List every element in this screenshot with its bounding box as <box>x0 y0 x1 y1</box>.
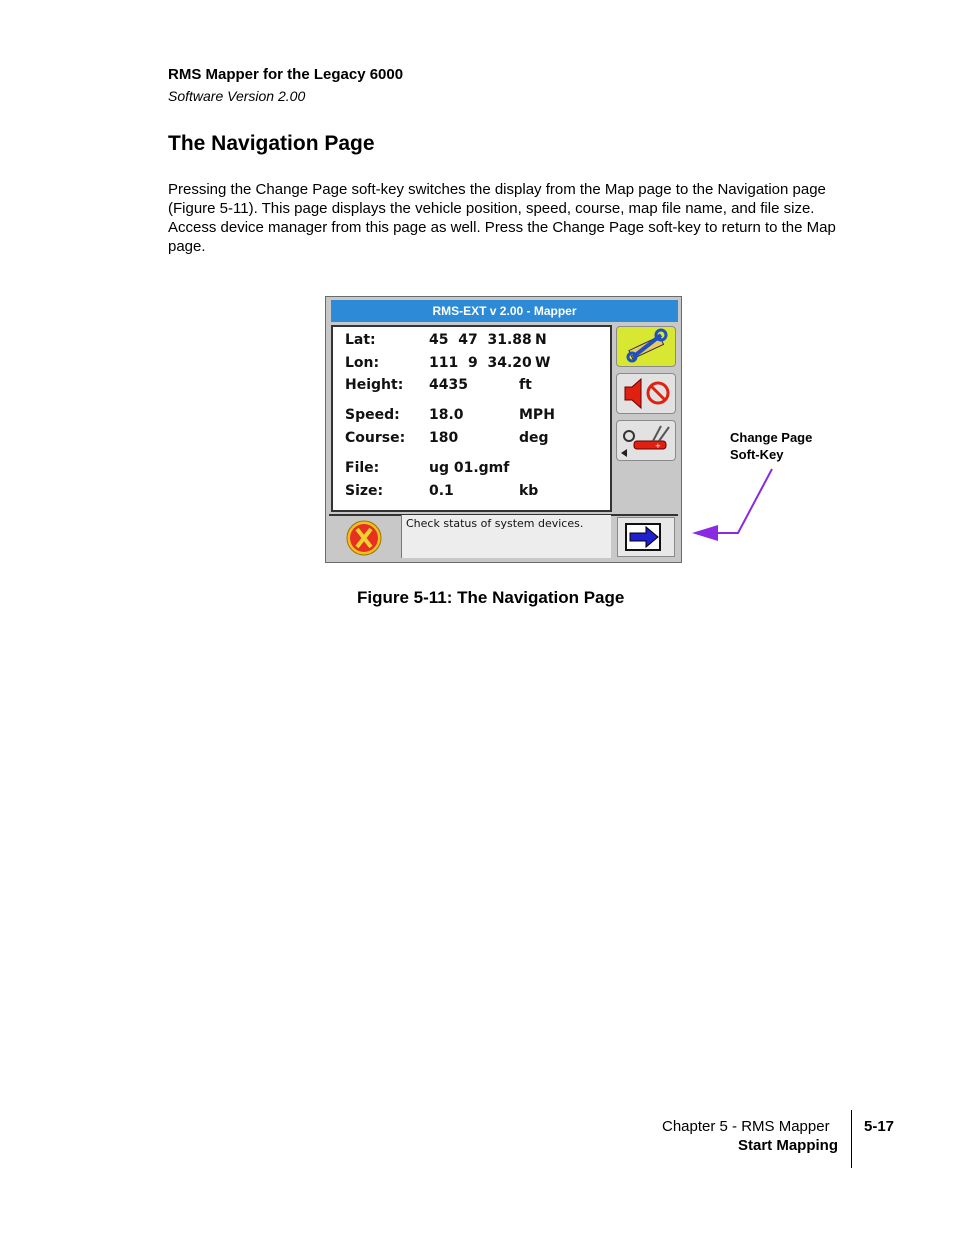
row-label: Height: <box>345 377 404 393</box>
row-label: Course: <box>345 430 406 446</box>
row-value: 18.0 <box>429 407 464 423</box>
change-page-callout <box>730 429 812 463</box>
row-unit: MPH <box>519 407 555 423</box>
section-heading: The Navigation Page <box>168 132 375 155</box>
screen-title-bar: RMS-EXT v 2.00 - Mapper <box>331 300 678 322</box>
arrow-right-icon <box>618 518 674 556</box>
figure-caption: Figure 5-11: The Navigation Page <box>357 588 625 607</box>
body-paragraph: Pressing the Change Page soft-key switches the display from the Map page to the Navigation page (Figure 5-11). This page displays the vehicle position, speed, course, map file name, and file size. Access device manager from this page as well. Press the Change Page soft-key to return to the Map page. <box>168 181 836 255</box>
row-unit: kb <box>519 483 539 499</box>
row-value: 180 <box>429 430 459 446</box>
row-value: ug 01.gmf <box>429 460 510 476</box>
device-manager-icon <box>617 421 675 460</box>
row-label: Size: <box>345 483 384 499</box>
page-number: 5-17 <box>864 1118 895 1135</box>
navigation-info-panel <box>331 325 612 512</box>
tools-icon <box>617 327 675 366</box>
row-unit: N <box>535 332 547 348</box>
navigation-page-screen <box>325 296 682 563</box>
callout-line-1: Change Page <box>730 430 813 445</box>
row-value: 45 47 31.88 <box>429 332 532 348</box>
device-manager-button[interactable] <box>616 420 676 461</box>
row-label: Speed: <box>345 407 400 423</box>
mute-button[interactable] <box>616 373 676 414</box>
row-value: 4435 <box>429 377 468 393</box>
row-value: 0.1 <box>429 483 454 499</box>
footer-divider <box>851 1110 852 1168</box>
footer-chapter: Chapter 5 - RMS Mapper <box>662 1118 830 1135</box>
speaker-mute-icon <box>617 374 675 413</box>
row-unit: W <box>535 355 551 371</box>
row-unit: deg <box>519 430 549 446</box>
cancel-button[interactable] <box>344 518 384 563</box>
row-label: Lon: <box>345 355 380 371</box>
footer-section: Start Mapping <box>738 1137 838 1154</box>
row-label: Lat: <box>345 332 376 348</box>
cancel-x-icon <box>344 518 384 558</box>
document-subtitle: Software Version 2.00 <box>168 88 306 104</box>
document-title: RMS Mapper for the Legacy 6000 <box>168 66 404 83</box>
row-label: File: <box>345 460 380 476</box>
status-message: Check status of system devices. <box>401 515 611 558</box>
svg-text:+: + <box>655 442 661 450</box>
row-value: 111 9 34.20 <box>429 355 532 371</box>
callout-line-2: Soft-Key <box>730 447 784 462</box>
change-page-button[interactable] <box>617 517 675 557</box>
row-unit: ft <box>519 377 532 393</box>
callout-arrow <box>690 465 780 545</box>
tools-button[interactable] <box>616 326 676 367</box>
